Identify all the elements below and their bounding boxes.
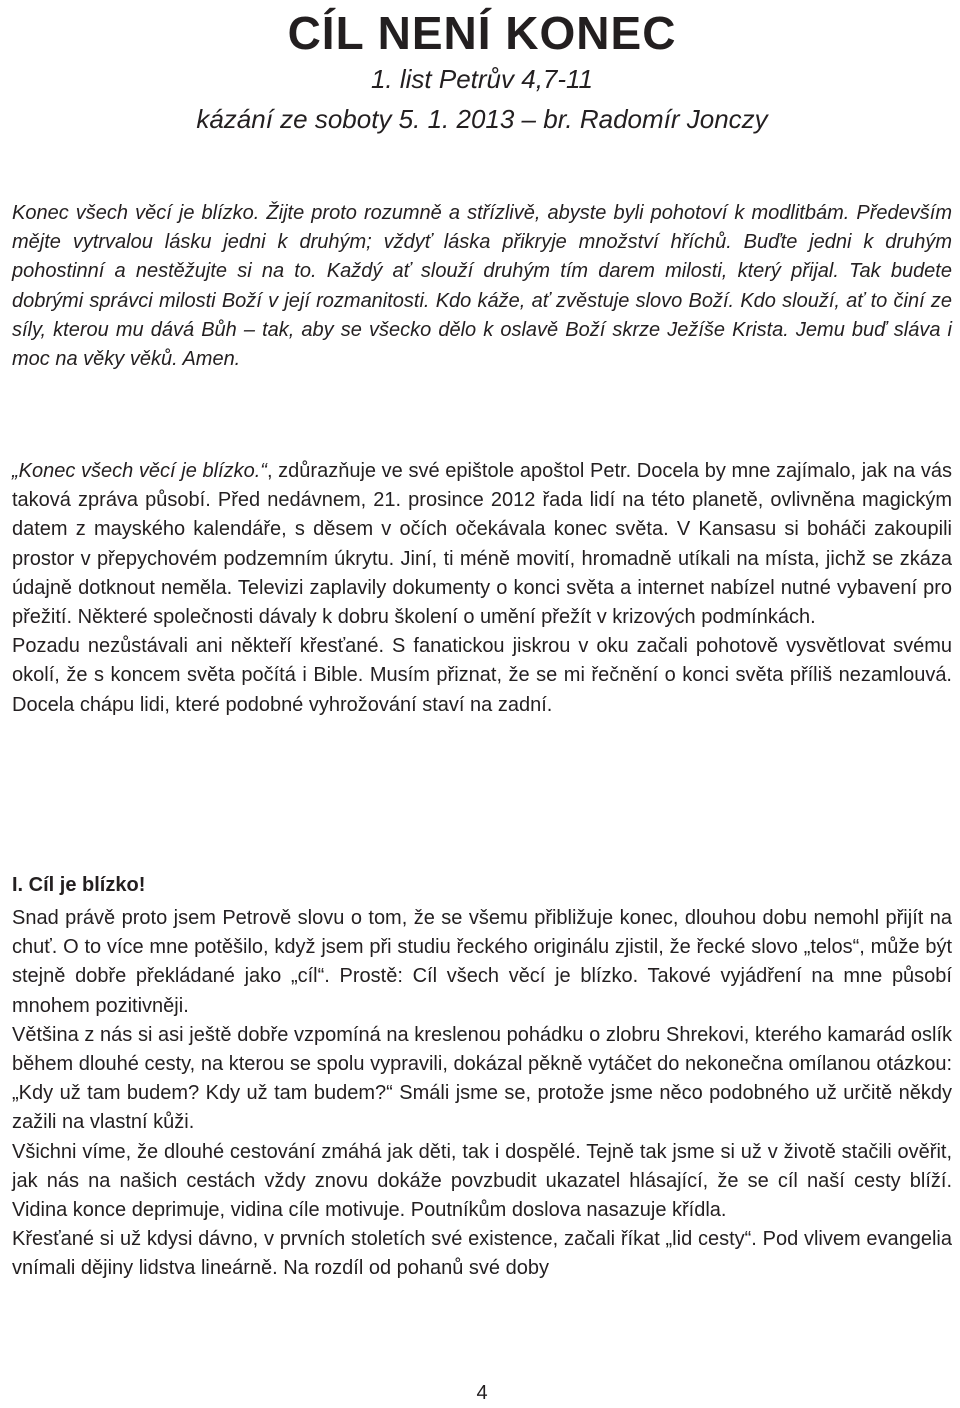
- intro-paragraph-1: [12, 457, 952, 632]
- section-1-body: [12, 904, 952, 1284]
- intro-paragraph-1-text: , zdůrazňuje ve své epištole apoštol Petr. Docela by mne zajímalo, jak na vás taková zpráva působí. Před nedávnem, 21. prosince 2012 řada lidí na této planetě, ovlivněna magickým datem z mayského kalendáře, s děsem v očích očekávala konec světa. V Kansasu si boháči zakoupili prostor v přepychovém podzemním úkrytu. Jiní, ti méně movití, hromadně utíkali na místa, jichž se zkáza údajně dotknout neměla. Televizi zaplavily dokumenty o konci světa a internet nabízel nutné vybavení pro přežití. Některé společnosti dávaly k dobru školení o umění přežít v krizových podmínkách.: [12, 460, 952, 629]
- scripture-reference: 1. list Petrův 4,7-11: [370, 64, 594, 94]
- page-number: 4: [476, 1382, 488, 1404]
- scripture-passage: [12, 199, 952, 374]
- intro-section: [12, 457, 952, 720]
- section-1-paragraph: Všichni víme, že dlouhé cestování zmáhá jak děti, tak i dospělé. Tejně tak jsme si už v životě stačili ověřit, jak nás na našich cestách vždy znovu dokáže povzbudit ukazatel hlásající, že se cíl naší cesty blíží. Vidina konce deprimuje, vidina cíle motivuje. Poutníkům doslova nasazuje křídla.: [12, 1140, 952, 1222]
- page-title: CÍL NENÍ KONEC: [287, 7, 677, 59]
- intro-quote: „Konec všech věcí je blízko.“: [12, 460, 267, 482]
- section-1-paragraph: Většina z nás si asi ještě dobře vzpomíná na kreslenou pohádku o zlobru Shrekovi, kterého kamarád oslík během dlouhé cesty, na kterou se spolu vypravili, dokázal pěkně vytáčet do nekonečna omílanou otázkou: „Kdy už tam budem? Kdy už tam budem?“ Smáli jsme se, protože jsme něco podobného už určitě někdy zažili na vlastní kůži.: [12, 1023, 952, 1134]
- section-1-paragraph: Křesťané si už kdysi dávno, v prvních stoletích své existence, začali říkat „lid cesty“. Pod vlivem evangelia vnímali dějiny lidstva lineárně. Na rozdíl od pohanů své doby: [12, 1228, 952, 1280]
- section-1-paragraph: Snad právě proto jsem Petrově slovu o tom, že se všemu přibližuje konec, dlouhou dobu nemohl přijít na chuť. O to více mne potěšilo, když jsem při studiu řeckého originálu zjistil, že řecké slovo „telos“, může být stejně dobře překládané jako „cíl“. Prostě: Cíl všech věcí je blízko. Takové vyjádření na mne působí mnohem pozitivněji.: [12, 907, 952, 1017]
- intro-paragraph-2: Pozadu nezůstávali ani někteří křesťané. S fanatickou jiskrou v oku začali pohotově vysvětlovat svému okolí, že s koncem světa počítá i Bible. Musím přiznat, že se mi řečnění o konci světa příliš nezamlouvá. Docela chápu lidi, které podobné vyhrožování staví na zadní.: [12, 635, 952, 716]
- sermon-byline: kázání ze soboty 5. 1. 2013 – br. Radomír Jonczy: [196, 104, 768, 134]
- scripture-text: Konec všech věcí je blízko. Žijte proto rozumně a střízlivě, abyste byli pohotoví k modlitbám. Především mějte vytrvalou lásku jedni k druhým; vždyť láska přikryje množství hříchů. Buďte jedni k druhým pohostinní a nestěžujte si na to. Každý ať slouží druhým tím darem milosti, který přijal. Tak budete dobrými správci milosti Boží v její rozmanitosti. Kdo káže, ať zvěstuje slovo Boží. Kdo slouží, ať to činí ze síly, kterou mu dává Bůh – tak, aby se všecko dělo k oslavě Boží skrze Ježíše Krista. Jemu buď sláva i moc na věky věků. Amen.: [12, 202, 952, 371]
- section-heading: I. Cíl je blízko!: [12, 874, 146, 896]
